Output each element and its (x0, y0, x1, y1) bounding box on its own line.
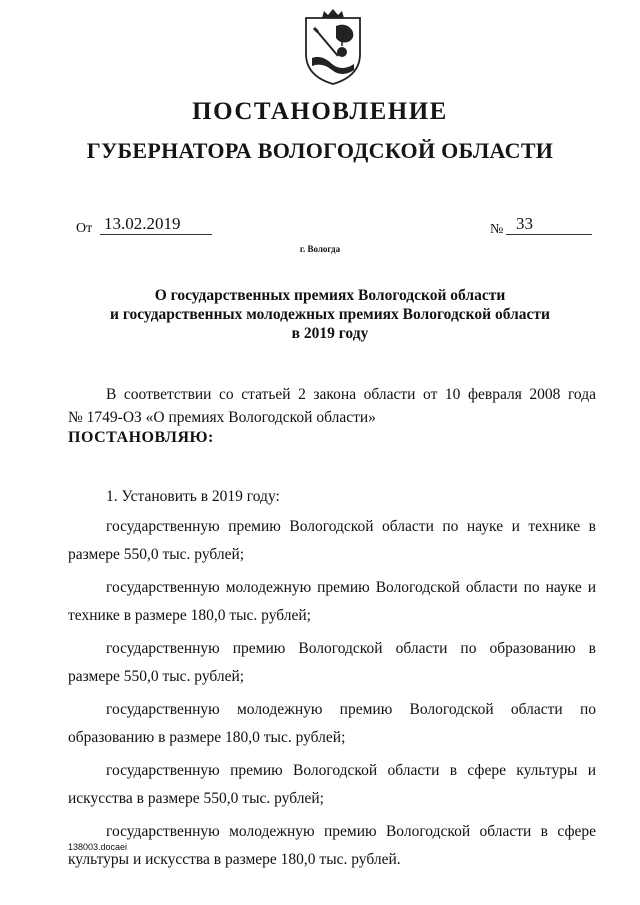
prize-item: государственную молодежную премию Вологодской области по образованию в размере 180,0 тыс. рублей; (68, 701, 596, 746)
prize-item: государственную молодежную премию Вологодской области в сфере культуры и искусства в размере 180,0 тыс. рублей. (68, 823, 596, 868)
prize-item: государственную молодежную премию Вологодской области по науке и технике в размере 180,0 тыс. рублей; (68, 579, 596, 624)
document-city: г. Вологда (299, 244, 341, 254)
prize-list (68, 513, 596, 879)
prize-item: государственную премию Вологодской области по науке и технике в размере 550,0 тыс. рублей; (68, 518, 596, 563)
subject-line: О государственных премиях Вологодской области (154, 287, 506, 304)
file-reference: 138003.docaei (68, 842, 128, 852)
item-1-text: 1. Установить в 2019 году: (106, 488, 280, 505)
item-1-heading (68, 483, 596, 510)
subject-line: в 2019 году (291, 325, 369, 342)
prize-item: государственную премию Вологодской области по образованию в размере 550,0 тыс. рублей; (68, 640, 596, 685)
intro-line: В соответствии со статьей 2 закона области от 10 февраля 2008 года (106, 386, 596, 403)
document-issuer: ГУБЕРНАТОРА ВОЛОГОДСКОЙ ОБЛАСТИ (86, 138, 554, 163)
resolve-heading: ПОСТАНОВЛЯЮ: (68, 429, 214, 446)
prize-item: государственную премию Вологодской области в сфере культуры и искусства в размере 550,0 тыс. рублей; (68, 762, 596, 807)
document-date: 13.02.2019 (100, 214, 212, 235)
document-number: 33 (506, 214, 592, 235)
subject-line: и государственных молодежных премиях Вологодской области (110, 306, 550, 323)
date-label: От (76, 221, 93, 236)
document-title: ПОСТАНОВЛЕНИЕ (192, 98, 448, 125)
intro-line: № 1749-ОЗ «О премиях Вологодской области» (68, 409, 376, 426)
coat-of-arms-icon (302, 8, 364, 88)
document-subject (80, 286, 580, 343)
intro-paragraph (68, 383, 596, 429)
number-label: № (490, 222, 504, 237)
